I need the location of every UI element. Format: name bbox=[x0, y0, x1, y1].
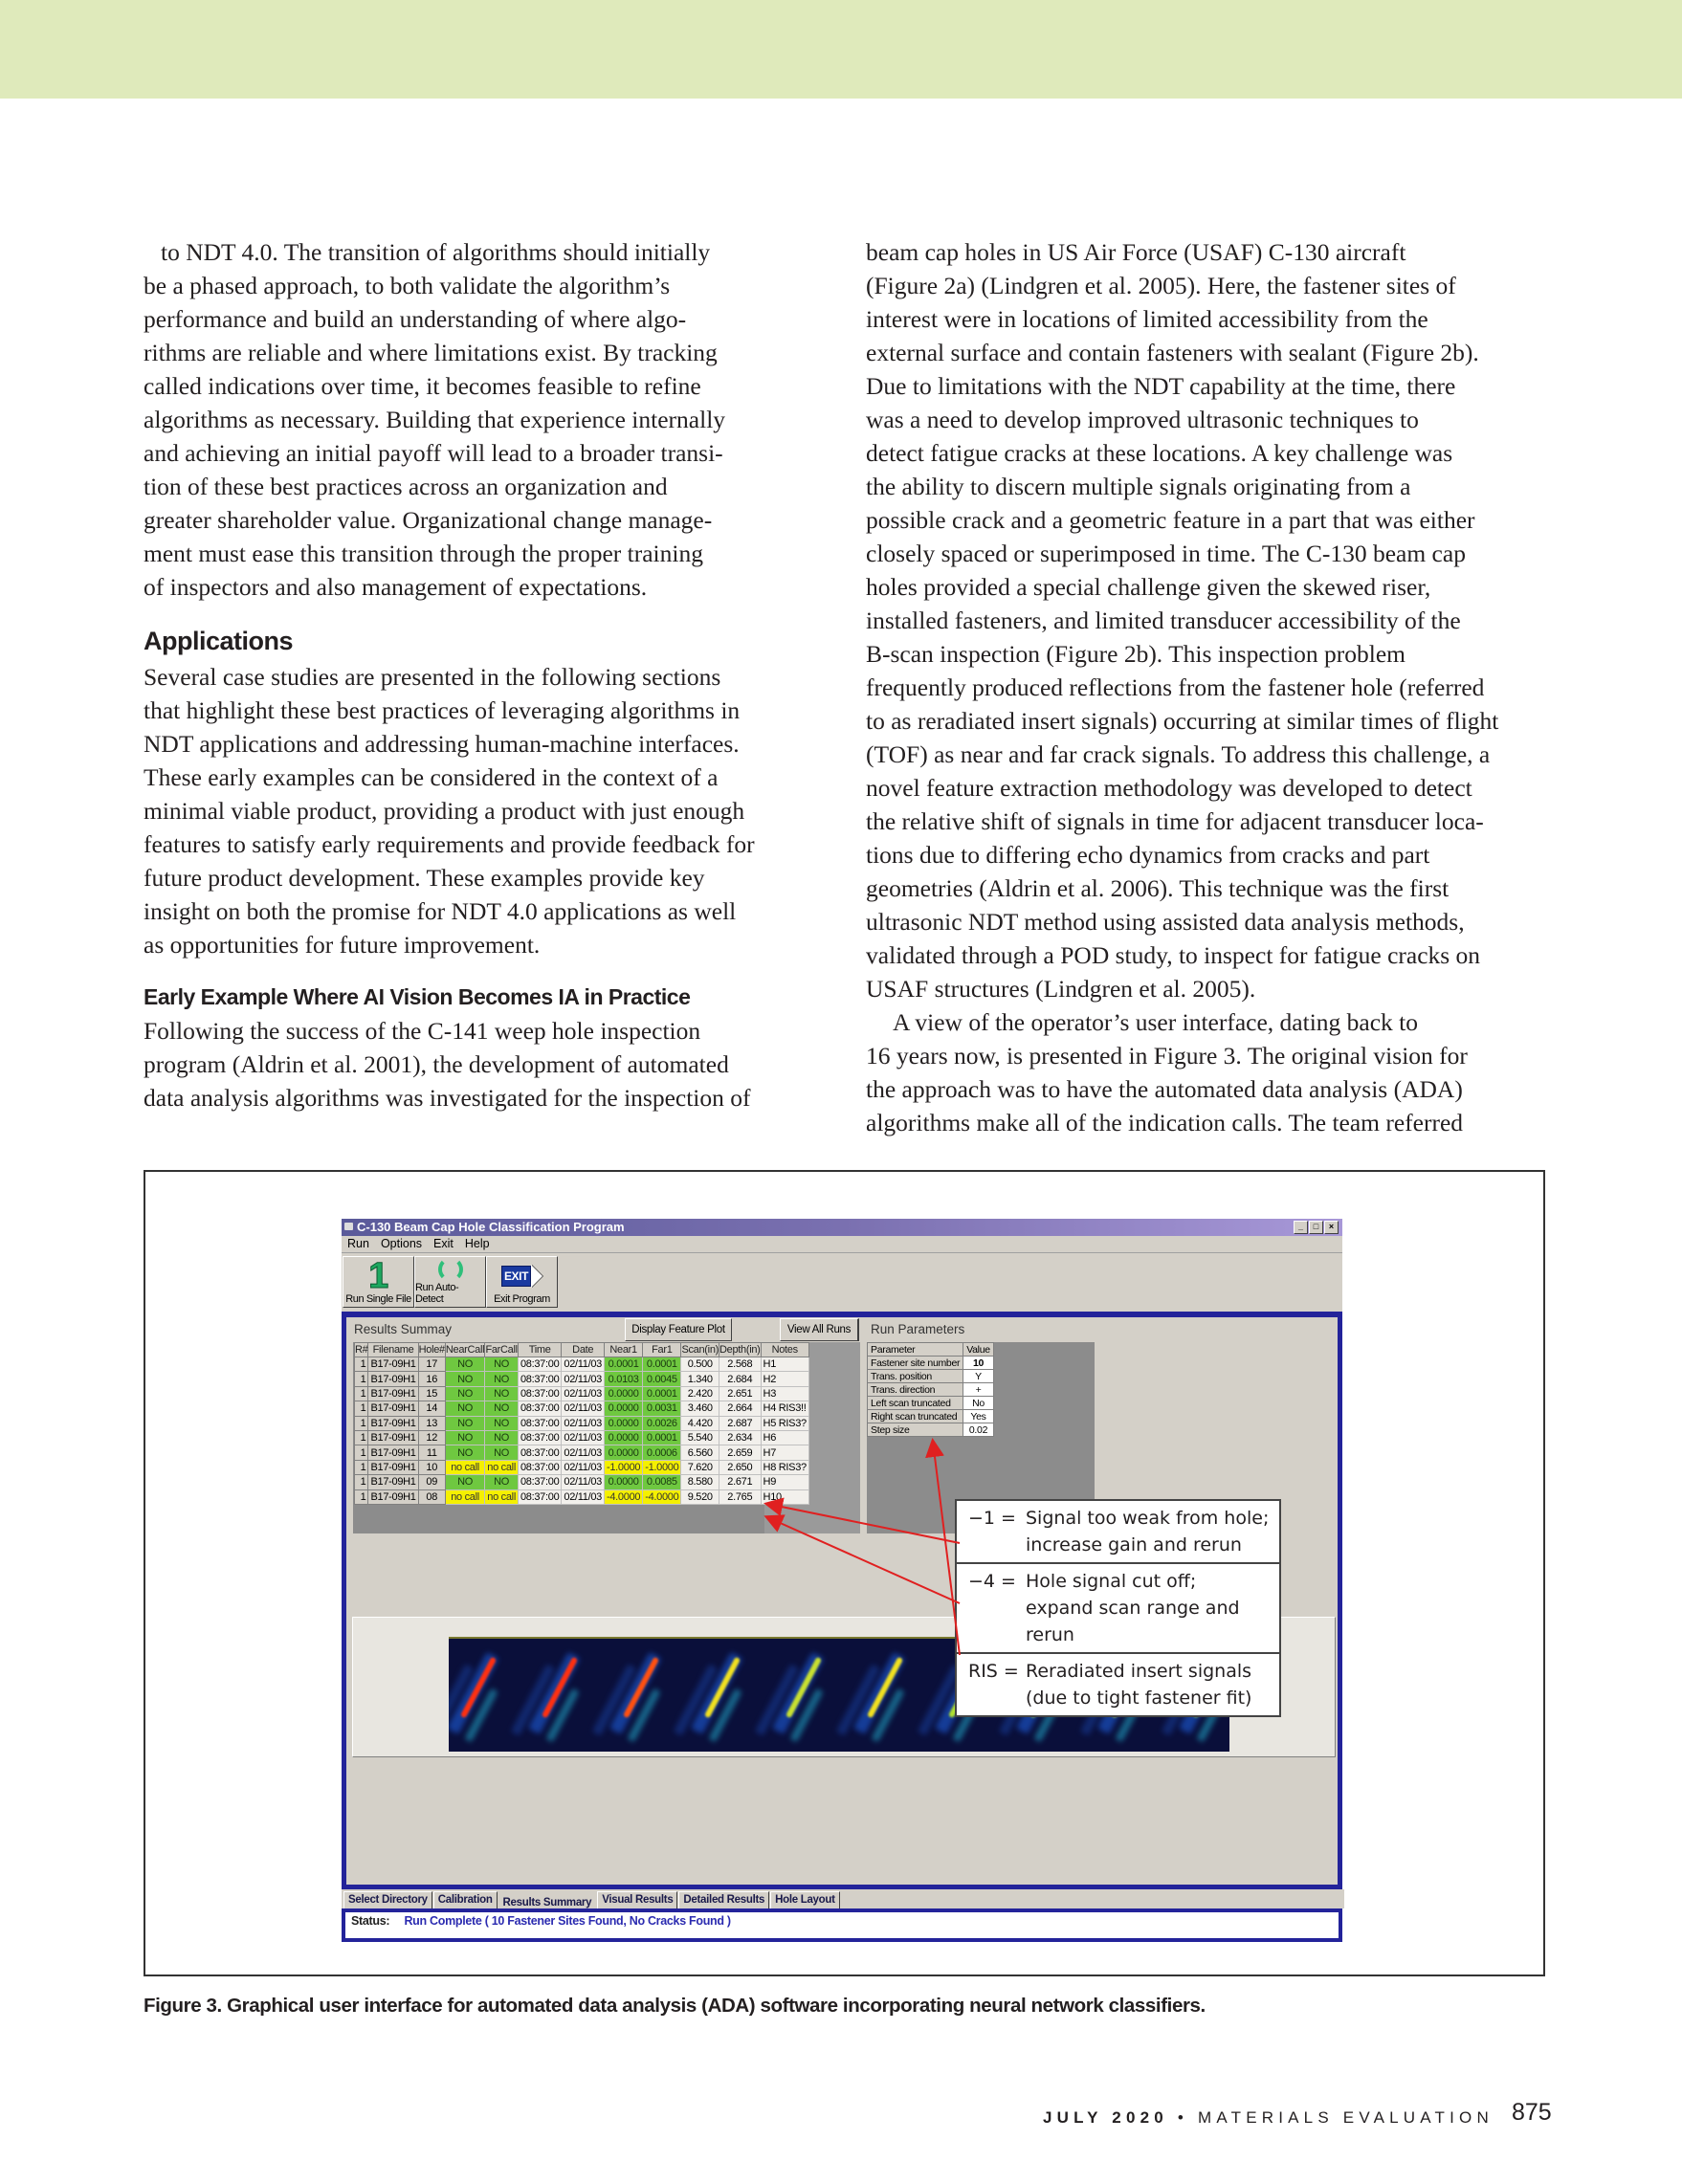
column-header[interactable]: Time bbox=[518, 1343, 561, 1357]
table-cell: H9 bbox=[761, 1475, 808, 1489]
column-header[interactable]: Depth(in) bbox=[719, 1344, 761, 1356]
table-cell: 13 bbox=[418, 1416, 445, 1430]
page-number: 875 bbox=[1512, 2099, 1552, 2126]
text-line: closely spaced or superimposed in time. The C-130 beam cap bbox=[866, 540, 1466, 567]
run-parameters-title: Run Parameters bbox=[871, 1322, 965, 1336]
tab-select-directory[interactable]: Select Directory bbox=[343, 1891, 432, 1908]
param-value: 0.02 bbox=[963, 1423, 994, 1437]
text-line: These early examples can be considered in the context of a bbox=[144, 763, 719, 791]
table-cell: B17-09H1 bbox=[368, 1401, 418, 1416]
text-line: Several case studies are presented in the following sections bbox=[144, 663, 721, 691]
table-row[interactable] bbox=[355, 1475, 809, 1489]
table-cell: B17-09H1 bbox=[368, 1489, 418, 1504]
param-value: Yes bbox=[963, 1410, 994, 1423]
text-line: Following the success of the C-141 weep hole inspection bbox=[144, 1017, 701, 1045]
param-header: Parameter bbox=[868, 1343, 963, 1357]
table-cell: 5.540 bbox=[681, 1430, 719, 1445]
table-cell: 02/11/03 bbox=[562, 1386, 605, 1401]
table-cell: 0.0001 bbox=[643, 1386, 681, 1401]
table-cell: 2.671 bbox=[719, 1475, 762, 1489]
table-cell: NO bbox=[445, 1372, 484, 1386]
param-name: Left scan truncated bbox=[868, 1397, 963, 1410]
table-cell: 08:37:00 bbox=[518, 1489, 561, 1504]
toolbar bbox=[342, 1253, 1342, 1313]
column-header[interactable]: Near1 bbox=[605, 1343, 643, 1357]
text-line: the ability to discern multiple signals originating from a bbox=[866, 473, 1411, 500]
table-cell: 02/11/03 bbox=[562, 1401, 605, 1416]
table-cell: 9.520 bbox=[681, 1489, 719, 1504]
text-line: algorithms as necessary. Building that experience internally bbox=[144, 406, 726, 433]
table-cell: no call bbox=[445, 1489, 484, 1504]
table-cell: NO bbox=[485, 1372, 519, 1386]
table-cell: 2.664 bbox=[719, 1401, 762, 1416]
table-cell: 0.0006 bbox=[643, 1445, 681, 1460]
table-cell: 2.651 bbox=[719, 1386, 762, 1401]
refresh-cycle-icon bbox=[438, 1257, 463, 1282]
exit-program-button[interactable]: EXIT Exit Program bbox=[486, 1256, 558, 1308]
table-cell: NO bbox=[485, 1357, 519, 1372]
table-cell: 6.560 bbox=[681, 1445, 719, 1460]
table-row[interactable] bbox=[355, 1430, 809, 1445]
text-line: tions due to differing echo dynamics from cracks and part bbox=[866, 841, 1430, 869]
table-cell: B17-09H1 bbox=[368, 1416, 418, 1430]
heading-applications: Applications bbox=[144, 627, 294, 655]
menu-help[interactable]: Help bbox=[464, 1237, 490, 1250]
table-cell: B17-09H1 bbox=[368, 1386, 418, 1401]
exit-arrow-icon: EXIT bbox=[501, 1265, 542, 1288]
table-cell: 2.420 bbox=[681, 1386, 719, 1401]
table-cell: 0.0026 bbox=[643, 1416, 681, 1430]
table-cell: 08:37:00 bbox=[518, 1372, 561, 1386]
app-icon bbox=[344, 1223, 353, 1230]
table-cell: B17-09H1 bbox=[368, 1372, 418, 1386]
table-cell: H10 bbox=[761, 1489, 808, 1504]
table-cell: NO bbox=[445, 1430, 484, 1445]
text-line: to as reradiated insert signals) occurring at similar times of flight bbox=[866, 707, 1499, 735]
figure-caption: Figure 3. Graphical user interface for automated data analysis (ADA) software incorporating neural network classifiers. bbox=[144, 1995, 1206, 2017]
param-row bbox=[868, 1423, 994, 1437]
column-header[interactable]: Notes bbox=[761, 1343, 808, 1357]
table-cell: 0.0001 bbox=[643, 1430, 681, 1445]
text-line: detect fatigue cracks at these locations. A key challenge was bbox=[866, 439, 1453, 467]
text-line: 16 years now, is presented in Figure 3. The original vision for bbox=[866, 1042, 1468, 1070]
table-cell: 1 bbox=[355, 1357, 368, 1372]
table-cell: 2.650 bbox=[719, 1460, 762, 1474]
table-cell: 15 bbox=[418, 1386, 445, 1401]
text-line: USAF structures (Lindgren et al. 2005). bbox=[866, 975, 1256, 1003]
tab-bar bbox=[342, 1889, 1344, 1908]
text-line: performance and build an understanding of where algo- bbox=[144, 305, 687, 333]
table-cell: NO bbox=[485, 1401, 519, 1416]
text-line: Due to limitations with the NDT capability at the time, there bbox=[866, 372, 1456, 400]
param-value: + bbox=[963, 1383, 994, 1397]
text-line: holes provided a special challenge given the skewed riser, bbox=[866, 573, 1431, 601]
table-cell: 08:37:00 bbox=[518, 1460, 561, 1474]
column-header[interactable]: Hole# bbox=[418, 1344, 445, 1356]
table-cell: 02/11/03 bbox=[562, 1489, 605, 1504]
table-cell: NO bbox=[485, 1475, 519, 1489]
table-cell: NO bbox=[485, 1416, 519, 1430]
text-line: B-scan inspection (Figure 2b). This inspection problem bbox=[866, 640, 1405, 668]
menu-options[interactable]: Options bbox=[380, 1237, 423, 1250]
text-line: installed fasteners, and limited transducer accessibility of the bbox=[866, 607, 1461, 634]
table-cell: 0.0045 bbox=[643, 1372, 681, 1386]
paragraph-ndt-transition bbox=[144, 235, 825, 604]
column-header[interactable]: Filename bbox=[368, 1343, 418, 1357]
table-cell: NO bbox=[485, 1445, 519, 1460]
window-title: C-130 Beam Cap Hole Classification Program bbox=[357, 1220, 625, 1234]
text-line: (TOF) as near and far crack signals. To address this challenge, a bbox=[866, 740, 1491, 768]
text-line: be a phased approach, to both validate the algorithm’s bbox=[144, 272, 671, 299]
close-icon[interactable]: × bbox=[1324, 1221, 1339, 1234]
text-line: possible crack and a geometric feature in a part that was either bbox=[866, 506, 1475, 534]
text-line: was a need to develop improved ultrasonic techniques to bbox=[866, 406, 1419, 433]
table-cell: H1 bbox=[761, 1357, 808, 1372]
table-row[interactable] bbox=[355, 1489, 809, 1504]
table-cell: 02/11/03 bbox=[562, 1416, 605, 1430]
text-line: NDT applications and addressing human-machine interfaces. bbox=[144, 730, 740, 758]
table-cell: -4.0000 bbox=[643, 1489, 681, 1504]
table-cell: 02/11/03 bbox=[562, 1445, 605, 1460]
table-cell: 1 bbox=[355, 1386, 368, 1401]
view-all-runs-button[interactable]: View All Runs bbox=[780, 1318, 859, 1341]
table-row[interactable] bbox=[355, 1416, 809, 1430]
table-cell: 4.420 bbox=[681, 1416, 719, 1430]
text-line: and achieving an initial payoff will lead to a broader transi- bbox=[144, 439, 723, 467]
run-parameters-table bbox=[867, 1342, 994, 1437]
table-cell: 08:37:00 bbox=[518, 1357, 561, 1372]
title-bar[interactable] bbox=[342, 1219, 1342, 1236]
param-row bbox=[868, 1370, 994, 1383]
text-line: ultrasonic NDT method using assisted data analysis methods, bbox=[866, 908, 1465, 936]
text-line: interest were in locations of limited accessibility from the bbox=[866, 305, 1428, 333]
column-header[interactable]: Scan(in) bbox=[681, 1344, 719, 1356]
table-cell: 7.620 bbox=[681, 1460, 719, 1474]
table-cell: 08:37:00 bbox=[518, 1386, 561, 1401]
column-header[interactable]: R# bbox=[355, 1344, 368, 1356]
header-band bbox=[0, 0, 1682, 99]
subheading-ai-vision: Early Example Where AI Vision Becomes IA in Practice bbox=[144, 984, 691, 1009]
table-cell: 09 bbox=[418, 1475, 445, 1489]
left-column bbox=[144, 235, 825, 1114]
table-cell: 02/11/03 bbox=[562, 1430, 605, 1445]
text-line: ment must ease this transition through the proper training bbox=[144, 540, 703, 567]
table-cell: 17 bbox=[418, 1357, 445, 1372]
text-line: validated through a POD study, to inspect for fatigue cracks on bbox=[866, 941, 1481, 969]
right-column bbox=[866, 235, 1547, 1139]
table-row[interactable] bbox=[355, 1460, 809, 1474]
table-cell: 1 bbox=[355, 1445, 368, 1460]
text-line: rithms are reliable and where limitations exist. By tracking bbox=[144, 339, 718, 366]
table-cell: 08:37:00 bbox=[518, 1475, 561, 1489]
table-cell: 0.0001 bbox=[643, 1357, 681, 1372]
tab-hole-layout[interactable]: Hole Layout bbox=[770, 1891, 840, 1908]
table-cell: 2.765 bbox=[719, 1489, 762, 1504]
table-row[interactable] bbox=[355, 1401, 809, 1416]
table-row[interactable] bbox=[355, 1372, 809, 1386]
table-cell: B17-09H1 bbox=[368, 1460, 418, 1474]
table-cell: 2.687 bbox=[719, 1416, 762, 1430]
table-cell: 1 bbox=[355, 1430, 368, 1445]
table-cell: 0.0031 bbox=[643, 1401, 681, 1416]
text-line: future product development. These examples provide key bbox=[144, 864, 705, 892]
table-cell: -1.0000 bbox=[643, 1460, 681, 1474]
table-row[interactable] bbox=[355, 1357, 809, 1372]
table-cell: 0.0001 bbox=[605, 1357, 643, 1372]
table-cell: 0.0000 bbox=[605, 1401, 643, 1416]
table-cell: -1.0000 bbox=[605, 1460, 643, 1474]
status-value: Run Complete ( 10 Fastener Sites Found, No Cracks Found ) bbox=[404, 1914, 731, 1928]
table-cell: NO bbox=[445, 1401, 484, 1416]
param-value: No bbox=[963, 1397, 994, 1410]
param-row bbox=[868, 1397, 994, 1410]
param-name: Trans. position bbox=[868, 1370, 963, 1383]
table-cell: 1 bbox=[355, 1401, 368, 1416]
text-line: (Figure 2a) (Lindgren et al. 2005). Here, the fastener sites of bbox=[866, 272, 1456, 299]
param-name: Step size bbox=[868, 1423, 963, 1437]
text-line: geometries (Aldrin et al. 2006). This technique was the first bbox=[866, 874, 1450, 902]
table-cell: NO bbox=[445, 1416, 484, 1430]
text-line: the relative shift of signals in time for adjacent transducer loca- bbox=[866, 807, 1484, 835]
table-cell: 2.568 bbox=[719, 1357, 762, 1372]
param-name: Trans. direction bbox=[868, 1383, 963, 1397]
table-cell: 08 bbox=[418, 1489, 445, 1504]
table-cell: 0.0000 bbox=[605, 1475, 643, 1489]
table-cell: 0.0000 bbox=[605, 1386, 643, 1401]
table-cell: 1 bbox=[355, 1475, 368, 1489]
text-line: of inspectors and also management of expectations. bbox=[144, 573, 648, 601]
column-header[interactable]: Date bbox=[562, 1343, 605, 1357]
run-single-file-button[interactable]: 1 Run Single File bbox=[343, 1256, 414, 1308]
text-line: minimal viable product, providing a product with just enough bbox=[144, 797, 745, 825]
column-header[interactable]: FarCall bbox=[485, 1344, 518, 1356]
results-grid bbox=[354, 1342, 809, 1505]
param-row bbox=[868, 1383, 994, 1397]
table-cell: 0.0000 bbox=[605, 1445, 643, 1460]
menu-exit[interactable]: Exit bbox=[433, 1237, 454, 1250]
table-cell: B17-09H1 bbox=[368, 1445, 418, 1460]
table-cell: 02/11/03 bbox=[562, 1372, 605, 1386]
text-line: to NDT 4.0. The transition of algorithms should initially bbox=[161, 238, 711, 266]
table-cell: 1 bbox=[355, 1416, 368, 1430]
tab-visual-results[interactable]: Visual Results bbox=[597, 1891, 677, 1908]
table-cell: H8 RIS3? bbox=[761, 1460, 808, 1474]
text-line: novel feature extraction methodology was developed to detect bbox=[866, 774, 1472, 802]
text-line: algorithms make all of the indication calls. The team referred bbox=[866, 1109, 1464, 1136]
minimize-icon[interactable]: _ bbox=[1294, 1221, 1308, 1234]
table-cell: NO bbox=[445, 1475, 484, 1489]
text-line: program (Aldrin et al. 2001), the development of automated bbox=[144, 1050, 729, 1078]
table-cell: 2.684 bbox=[719, 1372, 762, 1386]
param-row bbox=[868, 1410, 994, 1423]
table-cell: 1 bbox=[355, 1489, 368, 1504]
text-line: external surface and contain fasteners with sealant (Figure 2b). bbox=[866, 339, 1479, 366]
table-cell: 08:37:00 bbox=[518, 1445, 561, 1460]
tab-calibration[interactable]: Calibration bbox=[433, 1891, 498, 1908]
status-bar bbox=[342, 1908, 1342, 1942]
paragraph-case-studies bbox=[144, 660, 825, 961]
param-value: 10 bbox=[963, 1357, 994, 1370]
menu-bar bbox=[342, 1236, 1342, 1253]
table-cell: 1 bbox=[355, 1372, 368, 1386]
display-feature-plot-button[interactable]: Display Feature Plot bbox=[625, 1318, 732, 1341]
table-cell: 0.500 bbox=[681, 1357, 719, 1372]
table-cell: 14 bbox=[418, 1401, 445, 1416]
one-icon: 1 bbox=[368, 1256, 388, 1296]
table-cell: 1.340 bbox=[681, 1372, 719, 1386]
param-row bbox=[868, 1357, 994, 1370]
text-line: frequently produced reflections from the fastener hole (referred bbox=[866, 673, 1485, 701]
table-cell: B17-09H1 bbox=[368, 1357, 418, 1372]
table-cell: 02/11/03 bbox=[562, 1460, 605, 1474]
table-cell: NO bbox=[485, 1430, 519, 1445]
table-cell: B17-09H1 bbox=[368, 1475, 418, 1489]
table-cell: 08:37:00 bbox=[518, 1416, 561, 1430]
paragraph-operator-ui bbox=[866, 1005, 1547, 1139]
table-cell: B17-09H1 bbox=[368, 1430, 418, 1445]
table-cell: 02/11/03 bbox=[562, 1357, 605, 1372]
table-cell: 02/11/03 bbox=[562, 1475, 605, 1489]
callout-legend bbox=[955, 1499, 1281, 1717]
table-cell: 08:37:00 bbox=[518, 1430, 561, 1445]
text-line: tion of these best practices across an organization and bbox=[144, 473, 668, 500]
param-value: Y bbox=[963, 1370, 994, 1383]
table-cell: no call bbox=[445, 1460, 484, 1474]
table-cell: 3.460 bbox=[681, 1401, 719, 1416]
footer-journal: JULY 2020 • MATERIALS EVALUATION bbox=[1043, 2108, 1494, 2127]
table-cell: 0.0000 bbox=[605, 1416, 643, 1430]
table-cell: 2.659 bbox=[719, 1445, 762, 1460]
table-cell: H3 bbox=[761, 1386, 808, 1401]
text-line: that highlight these best practices of leveraging algorithms in bbox=[144, 696, 741, 724]
tab-detailed-results[interactable]: Detailed Results bbox=[678, 1891, 769, 1908]
param-name: Right scan truncated bbox=[868, 1410, 963, 1423]
param-name: Fastener site number bbox=[868, 1357, 963, 1370]
table-cell: 0.0103 bbox=[605, 1372, 643, 1386]
table-cell: no call bbox=[485, 1460, 519, 1474]
table-cell: 10 bbox=[418, 1460, 445, 1474]
table-cell: 0.0085 bbox=[643, 1475, 681, 1489]
table-cell: NO bbox=[445, 1445, 484, 1460]
text-line: the approach was to have the automated data analysis (ADA) bbox=[866, 1075, 1463, 1103]
text-line: called indications over time, it becomes feasible to refine bbox=[144, 372, 701, 400]
table-cell: H2 bbox=[761, 1372, 808, 1386]
column-header[interactable]: NearCall bbox=[445, 1344, 485, 1356]
table-cell: NO bbox=[445, 1386, 484, 1401]
text-line: data analysis algorithms was investigated for the inspection of bbox=[144, 1084, 751, 1112]
table-cell: NO bbox=[485, 1386, 519, 1401]
table-cell: no call bbox=[485, 1489, 519, 1504]
callout-item: RIS = Reradiated insert signals (due to tight fastener fit) bbox=[968, 1661, 1252, 1709]
table-cell: 12 bbox=[418, 1430, 445, 1445]
table-cell: 08:37:00 bbox=[518, 1401, 561, 1416]
table-cell: H5 RIS3? bbox=[761, 1416, 808, 1430]
text-line: as opportunities for future improvement. bbox=[144, 931, 541, 959]
text-line: beam cap holes in US Air Force (USAF) C-130 aircraft bbox=[866, 238, 1406, 266]
text-line: A view of the operator’s user interface, dating back to bbox=[893, 1008, 1418, 1036]
table-cell: H6 bbox=[761, 1430, 808, 1445]
table-cell: 1 bbox=[355, 1460, 368, 1474]
callout-item: −4 = Hole signal cut off; expand scan range and rerun bbox=[957, 1564, 1279, 1654]
maximize-icon[interactable]: □ bbox=[1309, 1221, 1323, 1234]
text-line: insight on both the promise for NDT 4.0 applications as well bbox=[144, 897, 737, 925]
param-header: Value bbox=[963, 1343, 994, 1357]
table-cell: 11 bbox=[418, 1445, 445, 1460]
paragraph-beam-cap bbox=[866, 235, 1547, 1005]
table-cell: 0.0000 bbox=[605, 1430, 643, 1445]
tab-results-summary[interactable]: Results Summary bbox=[502, 1897, 592, 1908]
table-cell: H7 bbox=[761, 1445, 808, 1460]
text-line: features to satisfy early requirements and provide feedback for bbox=[144, 830, 755, 858]
table-cell: 16 bbox=[418, 1372, 445, 1386]
table-cell: 2.634 bbox=[719, 1430, 762, 1445]
text-line: greater shareholder value. Organizational change manage- bbox=[144, 506, 713, 534]
table-row[interactable] bbox=[355, 1445, 809, 1460]
run-auto-detect-button[interactable]: Run Auto-Detect bbox=[414, 1256, 486, 1308]
table-cell: NO bbox=[445, 1357, 484, 1372]
table-row[interactable] bbox=[355, 1386, 809, 1401]
paragraph-c141 bbox=[144, 1014, 825, 1114]
callout-item: −1 = Signal too weak from hole; increase gain and rerun bbox=[957, 1501, 1279, 1564]
results-summary-title: Results Summay bbox=[354, 1322, 453, 1336]
table-cell: 8.580 bbox=[681, 1475, 719, 1489]
table-cell: H4 RIS3!! bbox=[761, 1401, 808, 1416]
column-header[interactable]: Far1 bbox=[643, 1343, 681, 1357]
table-cell: -4.0000 bbox=[605, 1489, 643, 1504]
status-label: Status: bbox=[351, 1914, 390, 1928]
menu-run[interactable]: Run bbox=[347, 1237, 369, 1250]
